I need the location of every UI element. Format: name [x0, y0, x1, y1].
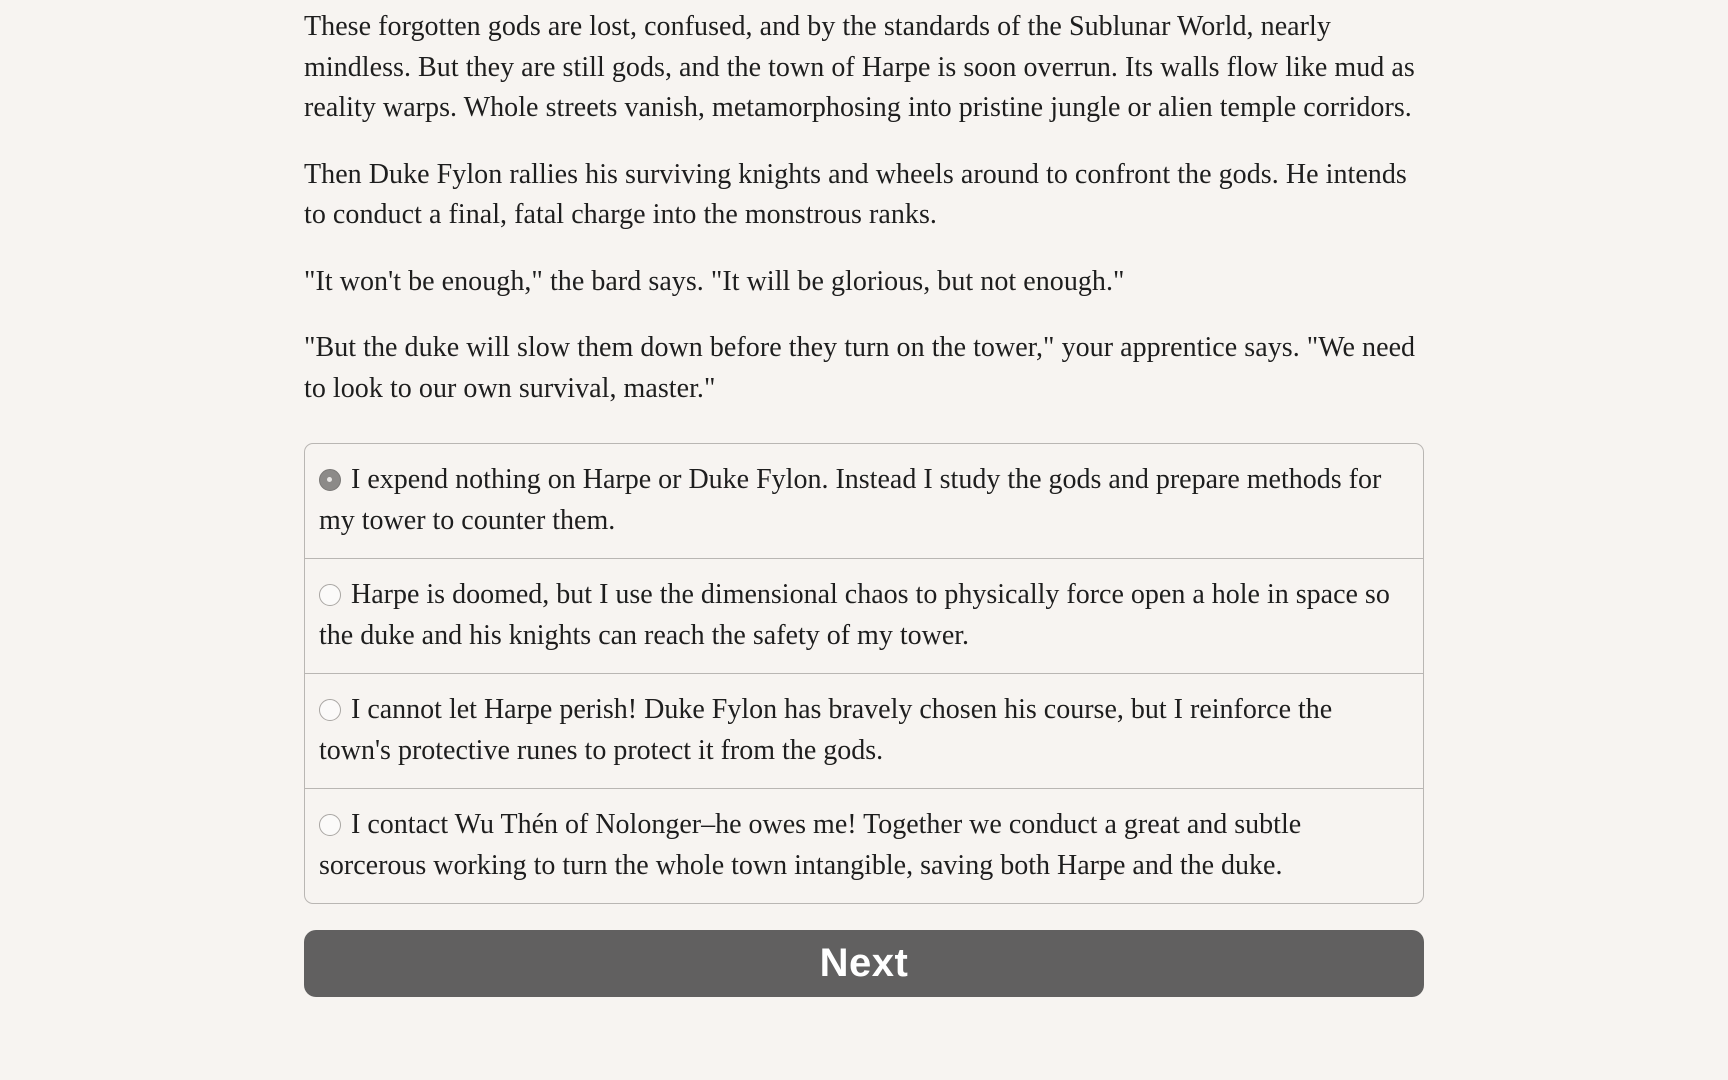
choice-option-1[interactable] — [305, 444, 1423, 558]
radio-selected-icon[interactable] — [319, 469, 341, 491]
passage-paragraph: "But the duke will slow them down before they turn on the tower," your apprentice says. "We need to look to our own survival, master." — [304, 332, 1416, 404]
choice-option-2[interactable] — [305, 558, 1423, 673]
choice-label: Harpe is doomed, but I use the dimensional chaos to physically force open a hole in space so the duke and his knights can reach the safety of my tower. — [319, 579, 1390, 651]
choice-list — [304, 443, 1424, 904]
passage-paragraph: "It won't be enough," the bard says. "It will be glorious, but not enough." — [304, 265, 1125, 297]
passage-paragraph: Then Duke Fylon rallies his surviving knights and wheels around to confront the gods. He intends to conduct a final, fatal charge into the monstrous ranks. — [304, 158, 1407, 230]
story-content — [304, 0, 1424, 997]
radio-unselected-icon[interactable] — [319, 814, 341, 836]
choice-label: I contact Wu Thén of Nolonger–he owes me! Together we conduct a great and subtle sorcerous working to turn the whole town intangible, saving both Harpe and the duke. — [319, 809, 1302, 881]
choice-option-4[interactable] — [305, 788, 1423, 903]
radio-unselected-icon[interactable] — [319, 584, 341, 606]
choice-option-3[interactable] — [305, 673, 1423, 788]
choice-label: I cannot let Harpe perish! Duke Fylon has bravely chosen his course, but I reinforce the town's protective runes to protect it from the gods. — [319, 694, 1333, 766]
radio-unselected-icon[interactable] — [319, 699, 341, 721]
story-passage — [304, 7, 1424, 409]
choice-label: I expend nothing on Harpe or Duke Fylon. Instead I study the gods and prepare methods for my tower to counter them. — [319, 464, 1382, 536]
passage-paragraph: These forgotten gods are lost, confused, and by the standards of the Sublunar World, nearly mindless. But they are still gods, and the town of Harpe is soon overrun. Its walls flow like mud as reality warps. Whole streets vanish, metamorphosing into pristine jungle or alien temple corridors. — [304, 11, 1415, 123]
next-button[interactable]: Next — [304, 930, 1424, 997]
